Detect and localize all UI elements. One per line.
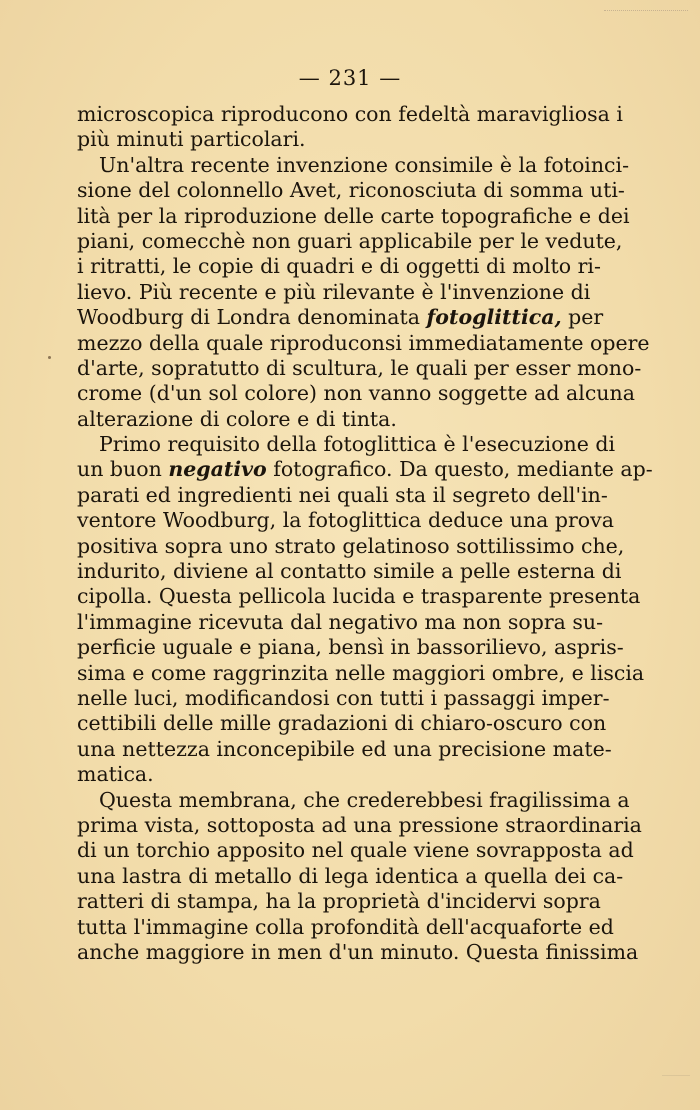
text-line: ratteri di stampa, ha la proprietà d'incidervi sopra	[77, 889, 601, 914]
corner-mark	[662, 1063, 690, 1076]
margin-speck	[48, 356, 51, 359]
text-line: prima vista, sottoposta ad una pressione straordinaria	[77, 812, 642, 837]
text-line: anche maggiore in men d'un minuto. Questa finissima	[77, 939, 639, 964]
text-line: Un'altra recente invenzione consimile è la fotoinci-	[99, 152, 630, 177]
text-line: cipolla. Questa pellicola lucida e trasparente presenta	[77, 584, 641, 609]
text-line: matica.	[77, 762, 154, 787]
text-line: microscopica riproducono con fedeltà maravigliosa i	[77, 102, 623, 126]
text-segment: per	[561, 305, 604, 330]
text-line: tutta l'immagine colla profondità dell'acquaforte ed	[77, 914, 614, 939]
text-line: Primo requisito della fotoglittica è l'esecuzione di	[99, 432, 616, 457]
text-segment: un buon	[77, 457, 162, 482]
text-line: mezzo della quale riproduconsi immediatamente opere	[77, 330, 650, 355]
text-line: una nettezza inconcepibile ed una precisione mate-	[77, 736, 612, 761]
text-line: nelle luci, modificandosi con tutti i passaggi imper-	[77, 685, 610, 710]
text-segment: Woodburg di Londra denominata	[77, 305, 420, 330]
top-edge-marks	[604, 10, 688, 15]
text-line: crome (d'un sol colore) non vanno soggette ad alcuna	[77, 381, 635, 406]
emphasized-word: negativo	[168, 457, 267, 482]
text-line: sima e come raggrinzita nelle maggiori ombre, e liscia	[77, 660, 645, 685]
text-line: piani, comecchè non guari applicabile per le vedute,	[77, 228, 623, 253]
text-line: cettibili delle mille gradazioni di chiaro-oscuro con	[77, 711, 607, 736]
text-line: indurito, diviene al contatto simile a pelle esterna di	[77, 559, 622, 584]
emphasized-word: fotoglittica,	[426, 305, 562, 330]
text-line: i ritratti, le copie di quadri e di oggetti di molto ri-	[77, 254, 601, 279]
text-line: lievo. Più recente e più rilevante è l'invenzione di	[77, 279, 591, 304]
text-line: lità per la riproduzione delle carte topografiche e dei	[77, 203, 630, 228]
text-line: parati ed ingredienti nei quali sta il segreto dell'in-	[77, 482, 608, 507]
text-line: alterazione di colore e di tinta.	[77, 406, 397, 431]
text-line: perficie uguale e piana, bensì in bassorilievo, aspris-	[77, 635, 624, 660]
text-line: di un torchio apposito nel quale viene sovrapposta ad	[77, 838, 634, 863]
text-line: una lastra di metallo di lega identica a quella dei ca-	[77, 863, 624, 888]
text-line	[77, 457, 653, 482]
page-number: — 231 —	[298, 66, 402, 90]
text-line: d'arte, sopratutto di scultura, le quali per esser mono-	[77, 355, 642, 380]
body-text	[77, 102, 653, 965]
text-line: l'immagine ricevuta dal negativo ma non sopra su-	[77, 609, 604, 634]
text-line: più minuti particolari.	[77, 127, 306, 152]
text-line: sione del colonnello Avet, riconosciuta di somma uti-	[77, 178, 625, 203]
text-segment: fotografico. Da questo, mediante ap-	[266, 457, 653, 482]
text-line	[77, 305, 604, 330]
text-line: positiva sopra uno strato gelatinoso sottilissimo che,	[77, 533, 625, 558]
text-line: ventore Woodburg, la fotoglittica deduce una prova	[77, 508, 614, 533]
text-line: Questa membrana, che crederebbesi fragilissima a	[99, 787, 630, 812]
